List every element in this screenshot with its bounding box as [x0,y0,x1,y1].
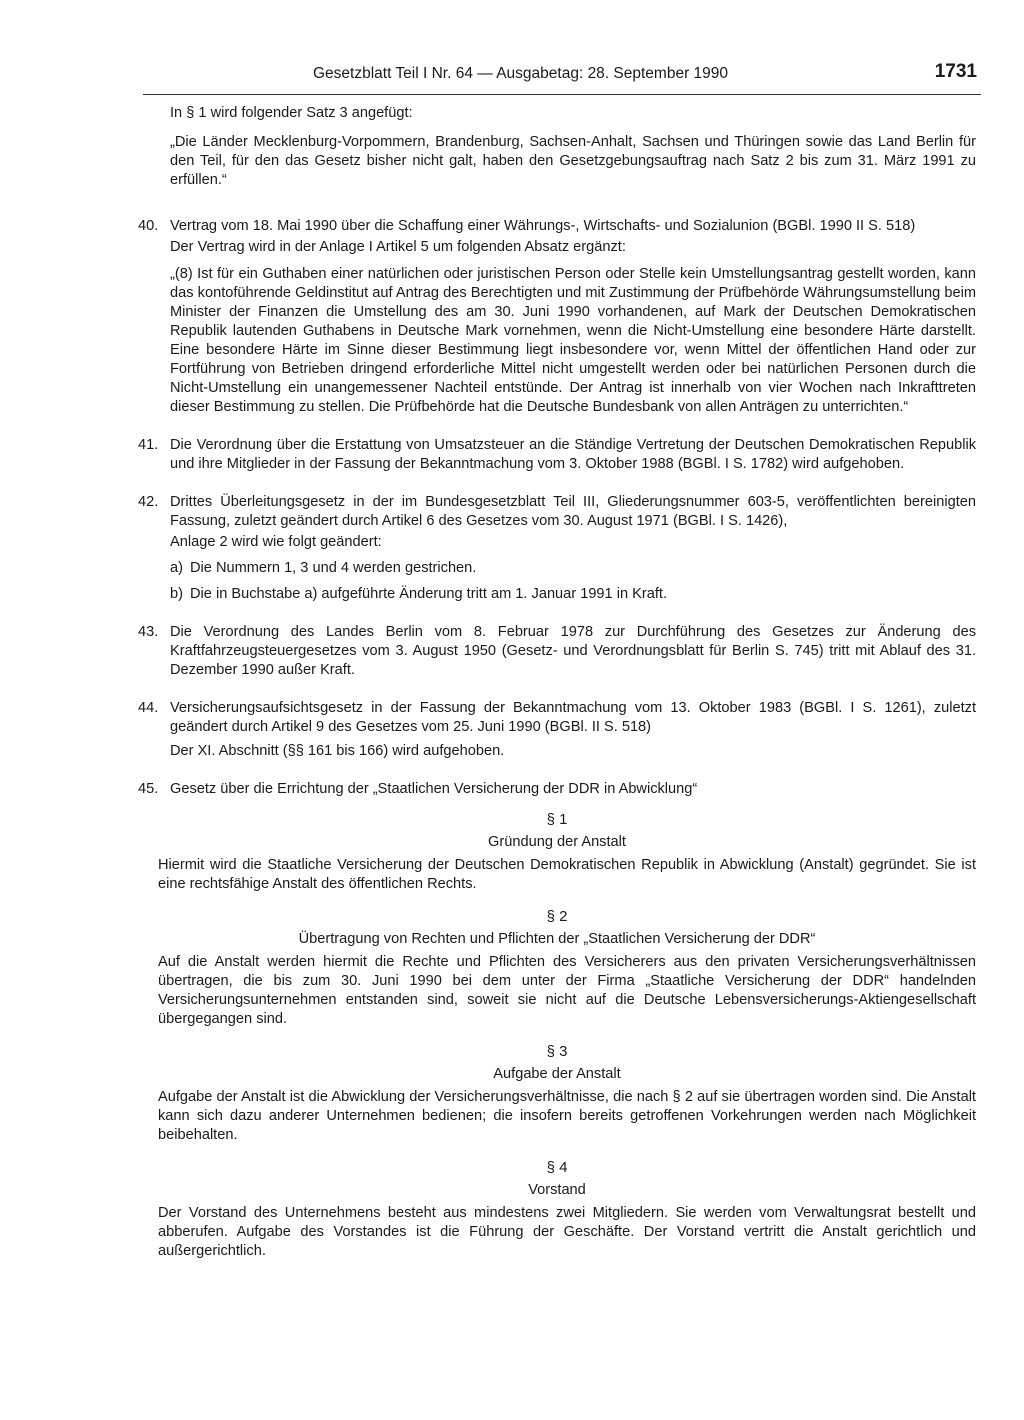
item-title: Gesetz über die Errichtung der „Staatlichen Versicherung der DDR in Abwicklung“ [170,781,698,797]
section-number: § 2 [546,908,568,925]
section-1 [138,810,976,894]
page-header [143,61,981,95]
sub-item-a [170,559,976,578]
item-number: 40. [138,218,159,234]
intro-line: In § 1 wird folgender Satz 3 angefügt: [170,105,413,121]
item-43 [138,623,976,680]
section-number: § 3 [546,1043,568,1060]
sub-label: a) [170,560,183,576]
section-2 [138,907,976,1029]
section-3 [138,1042,976,1145]
sub-text: Die in Buchstabe a) aufgeführte Änderung tritt am 1. Januar 1991 in Kraft. [190,586,668,602]
intro-block [138,104,976,190]
item-line: Der Vertrag wird in der Anlage I Artikel 5 um folgenden Absatz ergänzt: [170,239,626,255]
item-line: Der XI. Abschnitt (§§ 161 bis 166) wird aufgehoben. [170,743,505,759]
item-text: Die Verordnung des Landes Berlin vom 8. Februar 1978 zur Durchführung des Gesetzes zur Änderung des Kraftfahrzeugsteuergesetzes vom 3. August 1950 (Gesetz- und Verordnungsblatt für Berlin S. 745) tritt mit Ablauf des 31. Dezember 1990 außer Kraft. [170,624,976,678]
section-text: Der Vorstand des Unternehmens besteht aus mindestens zwei Mitgliedern. Sie werden vom Verwaltungsrat bestellt und abberufen. Aufgabe des Vorstandes ist die Führung der Geschäfte. Der Vorstand vertritt die Anstalt gerichtlich und außergerichtlich. [158,1205,976,1259]
item-number: 42. [138,494,159,510]
item-title: Vertrag vom 18. Mai 1990 über die Schaffung einer Währungs-, Wirtschafts- und Sozialunion (BGBl. 1990 II S. 518) [170,218,916,234]
item-number: 41. [138,437,159,453]
section-number: § 1 [546,811,568,828]
section-number: § 4 [546,1159,568,1176]
item-quote: „(8) Ist für ein Guthaben einer natürlichen oder juristischen Person oder Stelle kein Umstellungsantrag gestellt worden, kann das kontoführende Geldinstitut auf Antrag des Berechtigten und mit Zustimmung der Prüfbehörde Währungsumstellung beim Minister der Finanzen die Umstellung des am 30. Juni 1990 vorhandenen, auf Mark der Deutschen Demokratischen Republik lautenden Guthabens in Deutsche Mark vornehmen, wenn die Nicht-Umstellung eine besondere Härte darstellt. Eine besondere Härte im Sinne dieser Bestimmung liegt insbesondere vor, wenn Mittel der öffentlichen Hand oder zur Fortführung von Betrieben dringend erforderliche Mittel nicht umgestellt werden oder bei natürlichen Personen durch die Nicht-Umstellung ein unangemessener Nachteil entstünde. Der Antrag ist innerhalb von vier Wochen nach Inkrafttreten dieser Bestimmung zu stellen. Die Prüfbehörde hat die Deutsche Bundesbank von allen Anträgen zu unterrichten.“ [170,266,976,415]
section-4 [138,1158,976,1261]
page-number: 1731 [934,61,977,82]
sub-text: Die Nummern 1, 3 und 4 werden gestrichen. [190,560,477,576]
item-41 [138,436,976,474]
section-title: Übertragung von Rechten und Pflichten der „Staatlichen Versicherung der DDR“ [298,931,816,947]
item-line: Anlage 2 wird wie folgt geändert: [170,534,382,550]
sub-item-b [170,585,976,604]
section-text: Hiermit wird die Staatliche Versicherung der Deutschen Demokratischen Republik in Abwicklung (Anstalt) gegründet. Sie ist eine rechtsfähige Anstalt des öffentlichen Rechts. [158,857,976,892]
header-title: Gesetzblatt Teil I Nr. 64 — Ausgabetag: 28. September 1990 [313,65,729,82]
section-text: Auf die Anstalt werden hiermit die Rechte und Pflichten des Versicherers aus den privaten Versicherungsverhältnissen übertragen, die bis zum 30. Juni 1990 bei dem unter der Firma „Staatliche Versicherung der DDR“ handelnden Versicherungsunternehmen entstanden sind, soweit sie nicht auf die Deutsche Lebensversicherungs-Aktiengesellschaft übergegangen sind. [158,954,976,1027]
item-40 [138,217,976,417]
item-number: 43. [138,624,159,640]
item-text: Die Verordnung über die Erstattung von Umsatzsteuer an die Ständige Vertretung der Deutschen Demokratischen Republik und ihre Mitglieder in der Fassung der Bekanntmachung vom 3. Oktober 1988 (BGBl. I S. 1782) wird aufgehoben. [170,437,976,472]
section-title: Vorstand [528,1182,586,1198]
item-42 [138,493,976,604]
sub-label: b) [170,586,183,602]
item-text: Versicherungsaufsichtsgesetz in der Fassung der Bekanntmachung vom 13. Oktober 1983 (BGBl. I S. 1261), zuletzt geändert durch Artikel 9 des Gesetzes vom 25. Juni 1990 (BGBl. II S. 518) [170,700,976,735]
item-45 [138,780,976,799]
section-title: Gründung der Anstalt [488,834,626,850]
section-title: Aufgabe der Anstalt [493,1066,621,1082]
item-text: Drittes Überleitungsgesetz in der im Bundesgesetzblatt Teil III, Gliederungsnummer 603-5, veröffentlichten bereinigten Fassung, zuletzt geändert durch Artikel 6 des Gesetzes vom 30. August 1971 (BGBl. I S. 1426), [170,494,976,529]
section-text: Aufgabe der Anstalt ist die Abwicklung der Versicherungsverhältnisse, die nach § 2 auf sie übertragen worden sind. Die Anstalt kann sich dazu anderer Unternehmen bedienen; die insofern bereits getroffenen Vorkehrungen werden nach Möglichkeit beibehalten. [158,1089,976,1143]
item-number: 44. [138,700,159,716]
page-body [138,104,976,1261]
item-44 [138,699,976,761]
item-number: 45. [138,781,159,797]
intro-quote: „Die Länder Mecklenburg-Vorpommern, Brandenburg, Sachsen-Anhalt, Sachsen und Thüringen sowie das Land Berlin für den Teil, für den das Gesetz bisher nicht galt, haben den Gesetzgebungsauftrag nach Satz 2 bis zum 31. März 1991 zu erfüllen.“ [170,134,976,188]
